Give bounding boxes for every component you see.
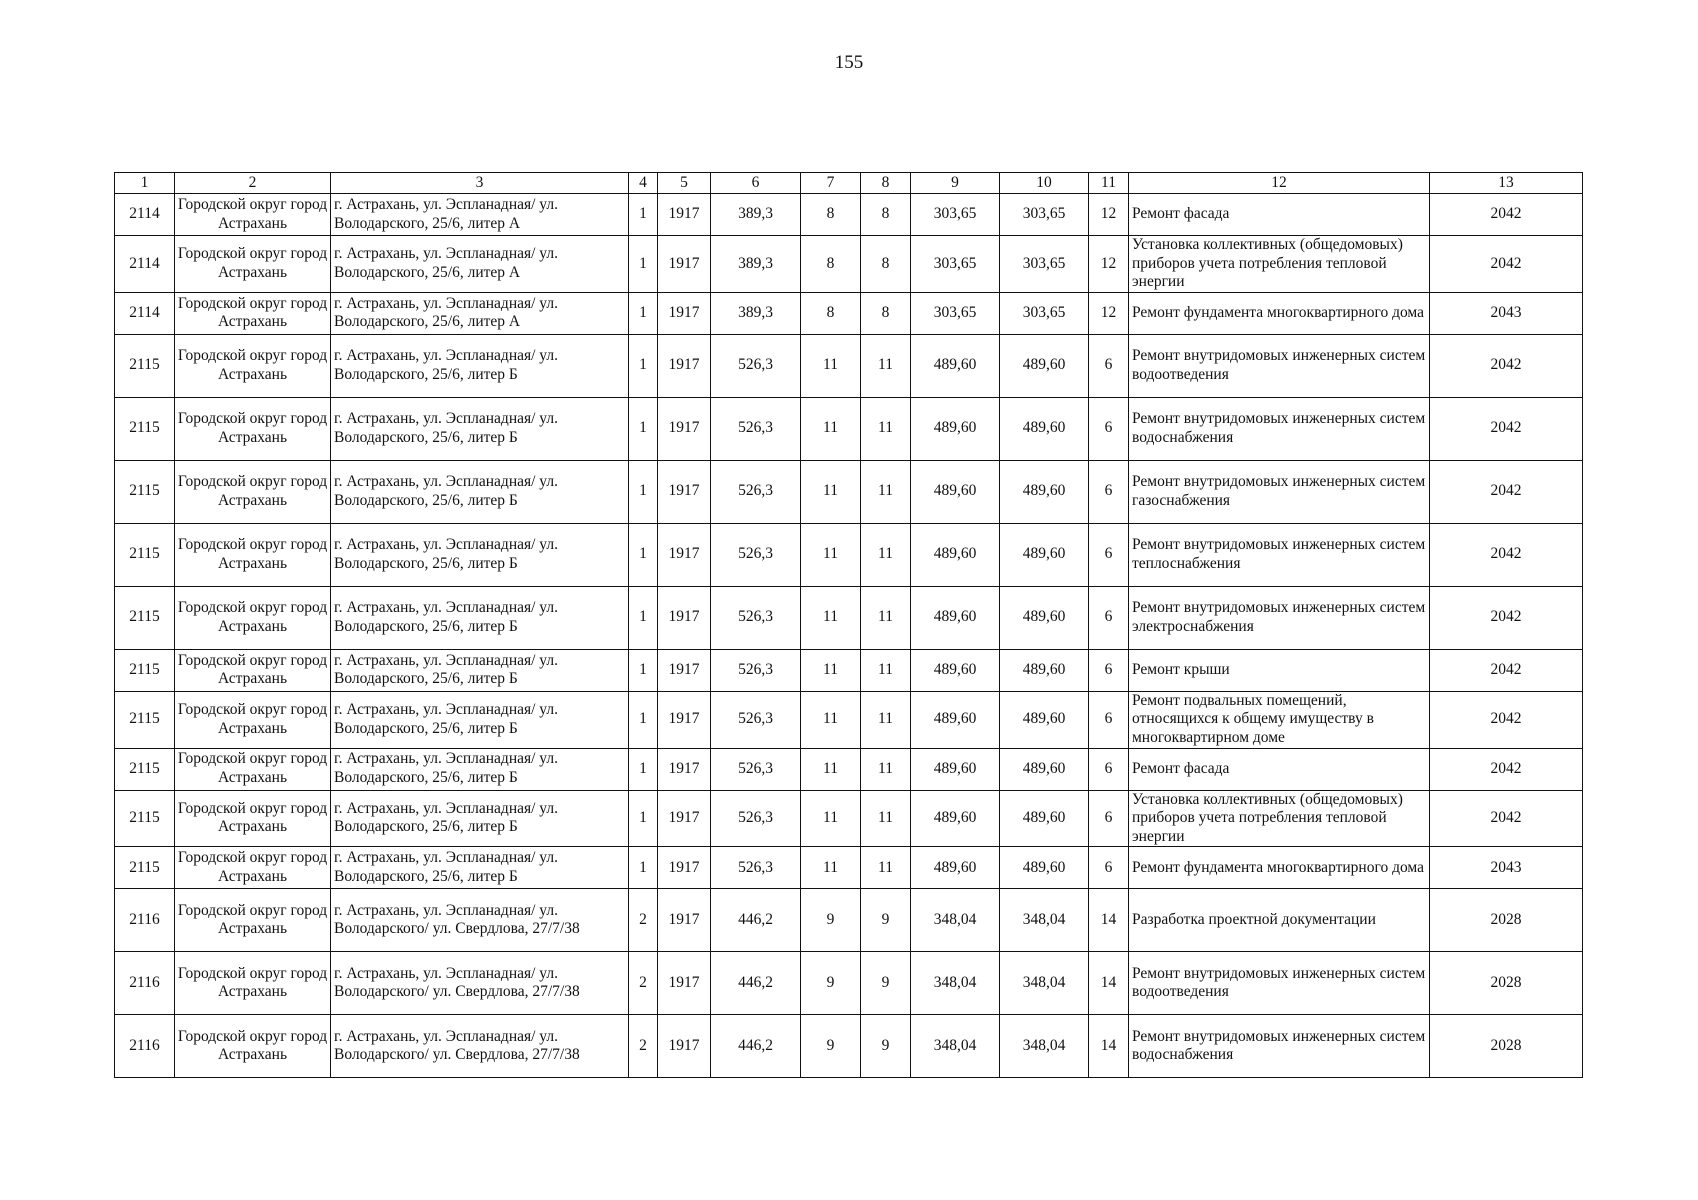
- municipality-cell: Городской округ город Астрахань: [175, 586, 331, 649]
- col10-cell: 489,60: [1000, 523, 1089, 586]
- col4-cell: 1: [629, 790, 658, 847]
- year-cell: 1917: [658, 292, 711, 334]
- column-number: 2: [175, 173, 331, 194]
- col8-cell: 11: [861, 691, 911, 748]
- col4-cell: 1: [629, 460, 658, 523]
- work-type-cell: Ремонт внутридомовых инженерных систем водоснабжения: [1129, 397, 1430, 460]
- table-row: [115, 790, 1583, 847]
- row-id-cell: 2115: [115, 334, 175, 397]
- year-planned-cell: 2042: [1430, 748, 1583, 790]
- col4-cell: 1: [629, 523, 658, 586]
- row-id-cell: 2115: [115, 460, 175, 523]
- work-type-cell: Ремонт внутридомовых инженерных систем теплоснабжения: [1129, 523, 1430, 586]
- col8-cell: 11: [861, 334, 911, 397]
- col7-cell: 8: [801, 194, 861, 236]
- col4-cell: 1: [629, 847, 658, 889]
- col8-cell: 11: [861, 847, 911, 889]
- col8-cell: 11: [861, 397, 911, 460]
- col8-cell: 11: [861, 460, 911, 523]
- row-id-cell: 2116: [115, 889, 175, 952]
- year-planned-cell: 2042: [1430, 460, 1583, 523]
- col4-cell: 1: [629, 292, 658, 334]
- year-cell: 1917: [658, 397, 711, 460]
- row-id-cell: 2115: [115, 691, 175, 748]
- municipality-cell: Городской округ город Астрахань: [175, 748, 331, 790]
- table-row: [115, 194, 1583, 236]
- table-row: [115, 460, 1583, 523]
- col8-cell: 8: [861, 236, 911, 293]
- col11-cell: 6: [1089, 847, 1129, 889]
- col7-cell: 9: [801, 952, 861, 1015]
- address-cell: г. Астрахань, ул. Эспланадная/ ул. Володарского/ ул. Свердлова, 27/7/38: [331, 952, 629, 1015]
- col9-cell: 489,60: [911, 790, 1000, 847]
- address-cell: г. Астрахань, ул. Эспланадная/ ул. Володарского, 25/6, литер Б: [331, 847, 629, 889]
- table-row: [115, 889, 1583, 952]
- work-type-cell: Ремонт внутридомовых инженерных систем водоотведения: [1129, 334, 1430, 397]
- work-type-cell: Ремонт внутридомовых инженерных систем водоотведения: [1129, 952, 1430, 1015]
- column-number: 9: [911, 173, 1000, 194]
- year-cell: 1917: [658, 790, 711, 847]
- row-id-cell: 2115: [115, 523, 175, 586]
- municipality-cell: Городской округ город Астрахань: [175, 790, 331, 847]
- col11-cell: 6: [1089, 586, 1129, 649]
- col11-cell: 14: [1089, 952, 1129, 1015]
- municipality-cell: Городской округ город Астрахань: [175, 649, 331, 691]
- row-id-cell: 2115: [115, 790, 175, 847]
- work-type-cell: Ремонт подвальных помещений, относящихся к общему имуществу в многоквартирном доме: [1129, 691, 1430, 748]
- year-planned-cell: 2028: [1430, 889, 1583, 952]
- col6-cell: 526,3: [711, 586, 801, 649]
- year-cell: 1917: [658, 649, 711, 691]
- col10-cell: 489,60: [1000, 460, 1089, 523]
- work-type-cell: Установка коллективных (общедомовых) приборов учета потребления тепловой энергии: [1129, 790, 1430, 847]
- col10-cell: 303,65: [1000, 236, 1089, 293]
- col10-cell: 489,60: [1000, 397, 1089, 460]
- address-cell: г. Астрахань, ул. Эспланадная/ ул. Володарского, 25/6, литер Б: [331, 649, 629, 691]
- column-number: 11: [1089, 173, 1129, 194]
- col10-cell: 489,60: [1000, 649, 1089, 691]
- work-type-cell: Ремонт внутридомовых инженерных систем электроснабжения: [1129, 586, 1430, 649]
- col8-cell: 8: [861, 194, 911, 236]
- column-number: 8: [861, 173, 911, 194]
- col7-cell: 11: [801, 748, 861, 790]
- page-number: 155: [834, 52, 864, 73]
- row-id-cell: 2115: [115, 397, 175, 460]
- row-id-cell: 2114: [115, 194, 175, 236]
- col6-cell: 446,2: [711, 889, 801, 952]
- municipality-cell: Городской округ город Астрахань: [175, 334, 331, 397]
- table-row: [115, 523, 1583, 586]
- year-planned-cell: 2028: [1430, 1015, 1583, 1078]
- address-cell: г. Астрахань, ул. Эспланадная/ ул. Володарского, 25/6, литер Б: [331, 397, 629, 460]
- col11-cell: 14: [1089, 1015, 1129, 1078]
- year-cell: 1917: [658, 889, 711, 952]
- work-type-cell: Установка коллективных (общедомовых) приборов учета потребления тепловой энергии: [1129, 236, 1430, 293]
- col6-cell: 526,3: [711, 691, 801, 748]
- year-cell: 1917: [658, 748, 711, 790]
- address-cell: г. Астрахань, ул. Эспланадная/ ул. Володарского/ ул. Свердлова, 27/7/38: [331, 889, 629, 952]
- address-cell: г. Астрахань, ул. Эспланадная/ ул. Володарского, 25/6, литер А: [331, 194, 629, 236]
- col6-cell: 526,3: [711, 847, 801, 889]
- row-id-cell: 2116: [115, 1015, 175, 1078]
- col6-cell: 526,3: [711, 460, 801, 523]
- municipality-cell: Городской округ город Астрахань: [175, 847, 331, 889]
- col11-cell: 6: [1089, 748, 1129, 790]
- table-row: [115, 334, 1583, 397]
- year-cell: 1917: [658, 691, 711, 748]
- row-id-cell: 2114: [115, 236, 175, 293]
- col7-cell: 11: [801, 790, 861, 847]
- municipality-cell: Городской округ город Астрахань: [175, 460, 331, 523]
- col8-cell: 11: [861, 748, 911, 790]
- col6-cell: 446,2: [711, 1015, 801, 1078]
- col8-cell: 11: [861, 790, 911, 847]
- col6-cell: 526,3: [711, 523, 801, 586]
- col9-cell: 348,04: [911, 889, 1000, 952]
- year-planned-cell: 2028: [1430, 952, 1583, 1015]
- year-planned-cell: 2042: [1430, 790, 1583, 847]
- col10-cell: 348,04: [1000, 1015, 1089, 1078]
- col8-cell: 9: [861, 952, 911, 1015]
- column-number-row: [115, 173, 1583, 194]
- year-planned-cell: 2042: [1430, 586, 1583, 649]
- col6-cell: 526,3: [711, 790, 801, 847]
- col8-cell: 8: [861, 292, 911, 334]
- row-id-cell: 2114: [115, 292, 175, 334]
- col8-cell: 9: [861, 1015, 911, 1078]
- col6-cell: 389,3: [711, 236, 801, 293]
- year-cell: 1917: [658, 460, 711, 523]
- row-id-cell: 2115: [115, 586, 175, 649]
- address-cell: г. Астрахань, ул. Эспланадная/ ул. Володарского, 25/6, литер Б: [331, 523, 629, 586]
- year-cell: 1917: [658, 1015, 711, 1078]
- work-type-cell: Ремонт крыши: [1129, 649, 1430, 691]
- col11-cell: 6: [1089, 460, 1129, 523]
- col10-cell: 303,65: [1000, 194, 1089, 236]
- col6-cell: 389,3: [711, 292, 801, 334]
- col9-cell: 303,65: [911, 236, 1000, 293]
- col8-cell: 11: [861, 523, 911, 586]
- col11-cell: 6: [1089, 397, 1129, 460]
- col9-cell: 303,65: [911, 194, 1000, 236]
- column-number: 7: [801, 173, 861, 194]
- column-number: 1: [115, 173, 175, 194]
- col4-cell: 1: [629, 586, 658, 649]
- year-cell: 1917: [658, 236, 711, 293]
- data-table: [114, 172, 1583, 1078]
- col9-cell: 489,60: [911, 748, 1000, 790]
- col10-cell: 489,60: [1000, 847, 1089, 889]
- municipality-cell: Городской округ город Астрахань: [175, 236, 331, 293]
- address-cell: г. Астрахань, ул. Эспланадная/ ул. Володарского, 25/6, литер Б: [331, 748, 629, 790]
- col10-cell: 489,60: [1000, 586, 1089, 649]
- municipality-cell: Городской округ город Астрахань: [175, 952, 331, 1015]
- col9-cell: 489,60: [911, 586, 1000, 649]
- row-id-cell: 2115: [115, 748, 175, 790]
- table-row: [115, 1015, 1583, 1078]
- col6-cell: 446,2: [711, 952, 801, 1015]
- work-type-cell: Ремонт фундамента многоквартирного дома: [1129, 847, 1430, 889]
- col6-cell: 526,3: [711, 334, 801, 397]
- table-row: [115, 847, 1583, 889]
- row-id-cell: 2116: [115, 952, 175, 1015]
- col6-cell: 526,3: [711, 748, 801, 790]
- work-type-cell: Разработка проектной документации: [1129, 889, 1430, 952]
- table-row: [115, 649, 1583, 691]
- year-planned-cell: 2042: [1430, 397, 1583, 460]
- year-cell: 1917: [658, 847, 711, 889]
- col10-cell: 489,60: [1000, 334, 1089, 397]
- col7-cell: 11: [801, 334, 861, 397]
- column-number: 12: [1129, 173, 1430, 194]
- work-type-cell: Ремонт внутридомовых инженерных систем водоснабжения: [1129, 1015, 1430, 1078]
- col7-cell: 11: [801, 691, 861, 748]
- year-planned-cell: 2042: [1430, 236, 1583, 293]
- col10-cell: 348,04: [1000, 889, 1089, 952]
- row-id-cell: 2115: [115, 649, 175, 691]
- col4-cell: 2: [629, 1015, 658, 1078]
- work-type-cell: Ремонт фундамента многоквартирного дома: [1129, 292, 1430, 334]
- column-number: 4: [629, 173, 658, 194]
- column-number: 3: [331, 173, 629, 194]
- column-number: 10: [1000, 173, 1089, 194]
- municipality-cell: Городской округ город Астрахань: [175, 691, 331, 748]
- municipality-cell: Городской округ город Астрахань: [175, 889, 331, 952]
- col9-cell: 303,65: [911, 292, 1000, 334]
- col8-cell: 11: [861, 586, 911, 649]
- work-type-cell: Ремонт фасада: [1129, 194, 1430, 236]
- year-planned-cell: 2042: [1430, 649, 1583, 691]
- col4-cell: 1: [629, 194, 658, 236]
- col10-cell: 348,04: [1000, 952, 1089, 1015]
- year-cell: 1917: [658, 952, 711, 1015]
- col4-cell: 1: [629, 649, 658, 691]
- col9-cell: 489,60: [911, 847, 1000, 889]
- year-cell: 1917: [658, 194, 711, 236]
- col6-cell: 526,3: [711, 397, 801, 460]
- table-row: [115, 236, 1583, 293]
- col7-cell: 11: [801, 847, 861, 889]
- col10-cell: 489,60: [1000, 691, 1089, 748]
- col10-cell: 489,60: [1000, 748, 1089, 790]
- col11-cell: 6: [1089, 790, 1129, 847]
- col9-cell: 489,60: [911, 460, 1000, 523]
- municipality-cell: Городской округ город Астрахань: [175, 1015, 331, 1078]
- work-type-cell: Ремонт внутридомовых инженерных систем газоснабжения: [1129, 460, 1430, 523]
- col8-cell: 9: [861, 889, 911, 952]
- col11-cell: 12: [1089, 236, 1129, 293]
- municipality-cell: Городской округ город Астрахань: [175, 292, 331, 334]
- col9-cell: 348,04: [911, 952, 1000, 1015]
- address-cell: г. Астрахань, ул. Эспланадная/ ул. Володарского, 25/6, литер Б: [331, 790, 629, 847]
- col4-cell: 2: [629, 889, 658, 952]
- col7-cell: 9: [801, 889, 861, 952]
- col9-cell: 489,60: [911, 334, 1000, 397]
- year-planned-cell: 2042: [1430, 523, 1583, 586]
- col10-cell: 303,65: [1000, 292, 1089, 334]
- municipality-cell: Городской округ город Астрахань: [175, 523, 331, 586]
- col11-cell: 6: [1089, 691, 1129, 748]
- table-row: [115, 397, 1583, 460]
- col7-cell: 11: [801, 523, 861, 586]
- col10-cell: 489,60: [1000, 790, 1089, 847]
- table-row: [115, 691, 1583, 748]
- col7-cell: 8: [801, 292, 861, 334]
- year-planned-cell: 2042: [1430, 194, 1583, 236]
- col9-cell: 489,60: [911, 397, 1000, 460]
- col8-cell: 11: [861, 649, 911, 691]
- col7-cell: 11: [801, 649, 861, 691]
- year-planned-cell: 2042: [1430, 691, 1583, 748]
- year-cell: 1917: [658, 586, 711, 649]
- col7-cell: 8: [801, 236, 861, 293]
- address-cell: г. Астрахань, ул. Эспланадная/ ул. Володарского, 25/6, литер Б: [331, 334, 629, 397]
- table-row: [115, 586, 1583, 649]
- address-cell: г. Астрахань, ул. Эспланадная/ ул. Володарского, 25/6, литер А: [331, 236, 629, 293]
- col11-cell: 14: [1089, 889, 1129, 952]
- year-planned-cell: 2043: [1430, 847, 1583, 889]
- row-id-cell: 2115: [115, 847, 175, 889]
- col4-cell: 1: [629, 334, 658, 397]
- col7-cell: 9: [801, 1015, 861, 1078]
- address-cell: г. Астрахань, ул. Эспланадная/ ул. Володарского, 25/6, литер Б: [331, 586, 629, 649]
- address-cell: г. Астрахань, ул. Эспланадная/ ул. Володарского, 25/6, литер Б: [331, 691, 629, 748]
- address-cell: г. Астрахань, ул. Эспланадная/ ул. Володарского, 25/6, литер Б: [331, 460, 629, 523]
- column-number: 6: [711, 173, 801, 194]
- column-number: 13: [1430, 173, 1583, 194]
- col6-cell: 526,3: [711, 649, 801, 691]
- col4-cell: 1: [629, 748, 658, 790]
- table-row: [115, 292, 1583, 334]
- municipality-cell: Городской округ город Астрахань: [175, 397, 331, 460]
- col9-cell: 489,60: [911, 523, 1000, 586]
- col9-cell: 489,60: [911, 649, 1000, 691]
- col9-cell: 489,60: [911, 691, 1000, 748]
- col11-cell: 6: [1089, 523, 1129, 586]
- work-type-cell: Ремонт фасада: [1129, 748, 1430, 790]
- column-number: 5: [658, 173, 711, 194]
- table-row: [115, 748, 1583, 790]
- col7-cell: 11: [801, 460, 861, 523]
- col6-cell: 389,3: [711, 194, 801, 236]
- col4-cell: 2: [629, 952, 658, 1015]
- municipality-cell: Городской округ город Астрахань: [175, 194, 331, 236]
- year-cell: 1917: [658, 334, 711, 397]
- year-planned-cell: 2043: [1430, 292, 1583, 334]
- table-row: [115, 952, 1583, 1015]
- col11-cell: 12: [1089, 292, 1129, 334]
- col11-cell: 6: [1089, 334, 1129, 397]
- col7-cell: 11: [801, 586, 861, 649]
- col9-cell: 348,04: [911, 1015, 1000, 1078]
- col11-cell: 6: [1089, 649, 1129, 691]
- col11-cell: 12: [1089, 194, 1129, 236]
- col7-cell: 11: [801, 397, 861, 460]
- col4-cell: 1: [629, 691, 658, 748]
- year-planned-cell: 2042: [1430, 334, 1583, 397]
- year-cell: 1917: [658, 523, 711, 586]
- col4-cell: 1: [629, 236, 658, 293]
- address-cell: г. Астрахань, ул. Эспланадная/ ул. Володарского/ ул. Свердлова, 27/7/38: [331, 1015, 629, 1078]
- address-cell: г. Астрахань, ул. Эспланадная/ ул. Володарского, 25/6, литер А: [331, 292, 629, 334]
- col4-cell: 1: [629, 397, 658, 460]
